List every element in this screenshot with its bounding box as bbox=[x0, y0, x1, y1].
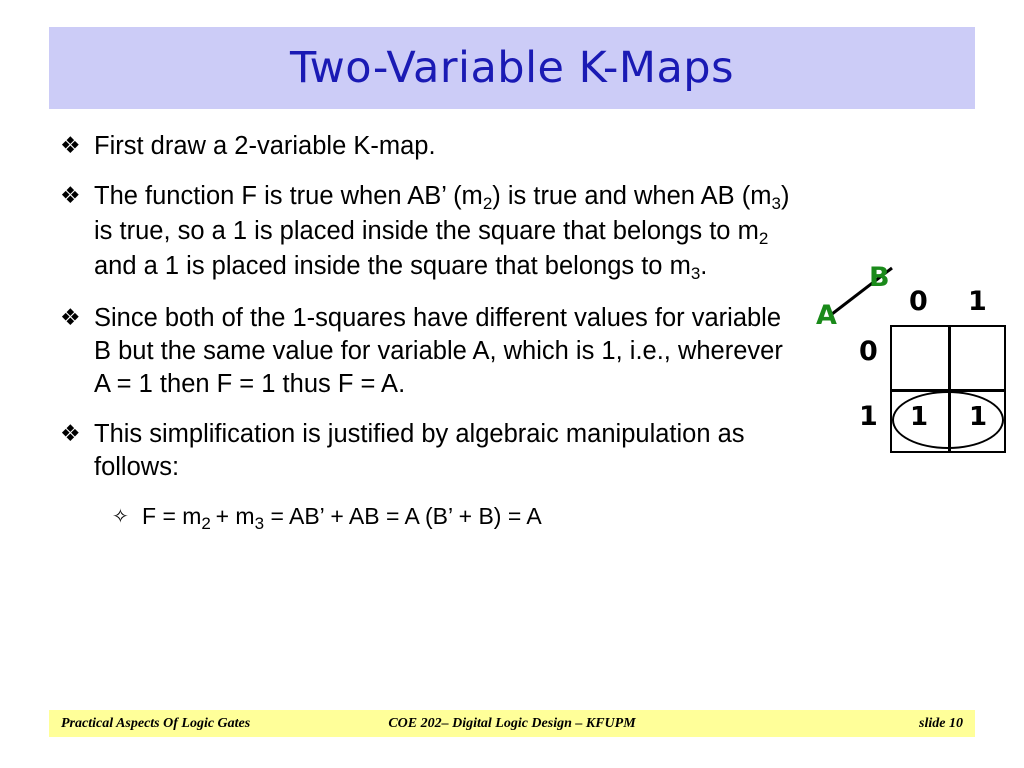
kmap-cell-m2-value: 1 bbox=[910, 402, 929, 432]
sub-bullet-text-1-sub-1: 2 bbox=[201, 514, 216, 533]
kmap-row-header-1: 1 bbox=[859, 401, 878, 432]
bullet-text-2-part-2: ) is true and when AB (m bbox=[492, 182, 772, 210]
kmap-col-header-0: 0 bbox=[909, 286, 928, 317]
bullet-text-2-sub-3: 2 bbox=[758, 229, 769, 248]
bullet-text-2-part-3: ) is true, so a 1 is placed inside the square that belongs to m bbox=[94, 182, 790, 245]
bullet-text-2-part-4: and a 1 is placed inside the square that belongs to m bbox=[94, 252, 691, 280]
kmap-group-ellipse bbox=[892, 391, 1004, 449]
kmap-row-header-0: 0 bbox=[859, 336, 878, 367]
bullet-text-2-part-5: . bbox=[700, 252, 708, 280]
bullet-marker-icon: ❖ bbox=[60, 305, 81, 331]
slide-footer bbox=[49, 710, 975, 737]
kmap-diagram bbox=[812, 262, 1012, 472]
kmap-row-variable-label: A bbox=[816, 300, 837, 331]
sub-bullet-text-1-sub-2: 3 bbox=[254, 514, 265, 533]
sub-bullet-item-1 bbox=[112, 501, 790, 534]
bullet-marker-icon: ❖ bbox=[60, 183, 81, 209]
bullet-text-2-sub-1: 2 bbox=[482, 194, 493, 213]
sub-bullet-marker-icon: ✧ bbox=[112, 504, 129, 528]
slide-body bbox=[60, 130, 790, 534]
bullet-item-3 bbox=[60, 302, 790, 401]
footer-left-text: Practical Aspects Of Logic Gates bbox=[61, 715, 251, 731]
bullet-text-4-part-1: This simplification is justified by algebraic manipulation as follows: bbox=[94, 420, 745, 481]
bullet-item-4 bbox=[60, 418, 790, 484]
page-title: Two-Variable K-Maps bbox=[289, 43, 735, 93]
bullet-text-4 bbox=[94, 418, 790, 484]
footer-center-text: COE 202– Digital Logic Design – KFUPM bbox=[388, 715, 636, 731]
kmap-col-variable-label: B bbox=[869, 262, 890, 293]
bullet-text-1 bbox=[94, 130, 436, 163]
sub-bullet-text-1-part-2: + m bbox=[215, 503, 255, 529]
bullet-text-1-part-1: First draw a 2-variable K-map. bbox=[94, 132, 436, 160]
bullet-text-2 bbox=[94, 180, 790, 285]
bullet-text-2-sub-2: 3 bbox=[771, 194, 781, 213]
bullet-text-2-sub-4: 3 bbox=[690, 264, 701, 283]
slide-title-bar bbox=[49, 27, 975, 109]
bullet-text-3-part-1: Since both of the 1-squares have different values for variable B but the same value for variable A, which is 1, i.e., wherever A = 1 then F = 1 thus F = A. bbox=[94, 304, 783, 398]
bullet-text-3 bbox=[94, 302, 790, 401]
sub-bullet-text-1-part-1: F = m bbox=[142, 503, 202, 529]
bullet-text-2-part-1: The function F is true when AB’ (m bbox=[94, 182, 483, 210]
bullet-marker-icon: ❖ bbox=[60, 133, 81, 159]
sub-bullet-text-1 bbox=[142, 501, 542, 534]
footer-slide-number: slide 10 bbox=[919, 715, 963, 731]
sub-bullet-text-1-part-3: = AB’ + AB = A (B’ + B) = A bbox=[264, 503, 542, 529]
bullet-marker-icon: ❖ bbox=[60, 421, 81, 447]
kmap-cell-m3-value: 1 bbox=[969, 402, 988, 432]
bullet-item-2 bbox=[60, 180, 790, 285]
bullet-item-1 bbox=[60, 130, 790, 163]
kmap-col-header-1: 1 bbox=[968, 286, 987, 317]
